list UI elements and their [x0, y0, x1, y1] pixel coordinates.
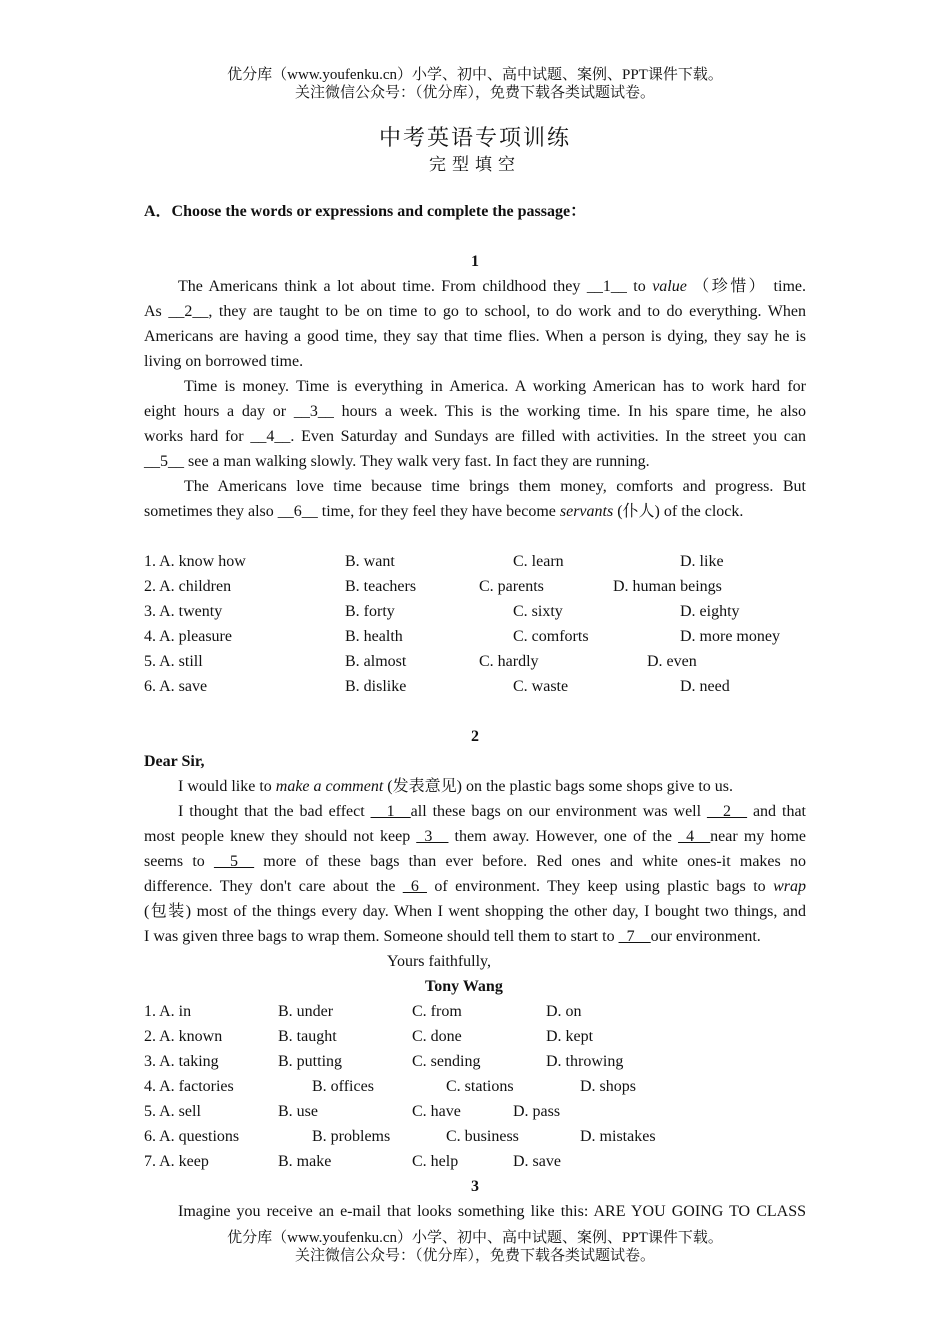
option-c: C. stations [446, 1078, 514, 1095]
blank-1: __1__ [370, 803, 411, 820]
option-d: D. human beings [613, 578, 722, 595]
option-a: 7. A. keep [144, 1153, 209, 1170]
option-a: 2. A. known [144, 1028, 223, 1045]
blank-7: _7__ [618, 928, 651, 945]
passage-1-line: The Americans love time because time brings them money, comforts and progress. But [184, 478, 806, 495]
option-a: 6. A. questions [144, 1128, 240, 1145]
option-a: 5. A. still [144, 653, 203, 670]
option-c: C. hardly [479, 653, 539, 670]
passage-3-number: 3 [471, 1178, 479, 1195]
option-d: D. on [546, 1003, 582, 1020]
option-a: 4. A. factories [144, 1078, 234, 1095]
option-b: B. taught [278, 1028, 337, 1045]
question-row [144, 574, 806, 599]
question-row [144, 1024, 806, 1049]
header-line-1: 优分库（www.youfenku.cn）小学、初中、高中试题、案例、PPT课件下载。 [227, 67, 723, 83]
option-c: C. sixty [513, 603, 563, 620]
option-c: C. waste [513, 678, 569, 695]
question-row [144, 549, 806, 574]
question-row [144, 999, 806, 1024]
question-row [144, 674, 806, 699]
footer-line-2: 关注微信公众号：（优分库），免费下载各类试题试卷。 [294, 1248, 655, 1264]
passage-1-line: sometimes they also __6__ time, for they feel they have become servants (仆人) of the clock. [144, 503, 744, 520]
page-subtitle: 完型填空 [429, 155, 521, 175]
question-row [144, 599, 806, 624]
option-a: 3. A. taking [144, 1053, 219, 1070]
option-c: C. from [412, 1003, 462, 1020]
question-row [144, 624, 806, 649]
option-d: D. save [513, 1153, 561, 1170]
letter-signature: Tony Wang [425, 978, 503, 995]
passage-2-line: I thought that the bad effect __1__all these bags on our environment was well __2__ and that [178, 803, 806, 820]
passage-1-line: __5__ see a man walking slowly. They walk very fast. In fact they are running. [144, 453, 650, 470]
option-a: 6. A. save [144, 678, 208, 695]
passage-1-line: Time is money. Time is everything in America. A working American has to work hard for [184, 378, 806, 395]
passage-2-line: I was given three bags to wrap them. Someone should tell them to start to _7__our environment. [144, 928, 761, 945]
blank-6: _6_ [402, 878, 427, 895]
letter-greeting: Dear Sir, [144, 753, 205, 770]
option-b: B. use [278, 1103, 318, 1120]
option-c: C. sending [412, 1053, 481, 1070]
option-d: D. eighty [680, 603, 740, 620]
option-b: B. offices [312, 1078, 374, 1095]
option-d: D. shops [580, 1078, 637, 1095]
option-d: D. even [647, 653, 697, 670]
blank-3: _3__ [416, 828, 449, 845]
page-title: 中考英语专项训练 [378, 126, 571, 151]
option-c: C. business [446, 1128, 519, 1145]
passage-3-line: Imagine you receive an e-mail that looks something like this: ARE YOU GOING TO CLASS [178, 1203, 806, 1220]
passage-2-line: most people knew they should not keep _3__ them away. However, one of the _4__near my home [144, 828, 807, 845]
passage-2-line: I would like to make a comment (发表意见) on the plastic bags some shops give to us. [178, 778, 734, 795]
option-d: D. pass [513, 1103, 561, 1120]
document-body [144, 199, 806, 1224]
question-row [144, 649, 806, 674]
option-d: D. mistakes [580, 1128, 656, 1145]
option-a: 1. A. know how [144, 553, 246, 570]
option-c: C. done [412, 1028, 462, 1045]
header-line-2: 关注微信公众号：（优分库），免费下载各类试题试卷。 [294, 85, 655, 101]
footer-line-1: 优分库（www.youfenku.cn）小学、初中、高中试题、案例、PPT课件下载。 [227, 1230, 723, 1246]
option-a: 2. A. children [144, 578, 232, 595]
passage-1-line: works hard for __4__. Even Saturday and Sundays are filled with activities. In the street you can [144, 428, 806, 445]
option-a: 5. A. sell [144, 1103, 201, 1120]
option-b: B. make [278, 1153, 332, 1170]
option-d: D. kept [546, 1028, 594, 1045]
option-b: B. almost [345, 653, 407, 670]
option-d: D. throwing [546, 1053, 624, 1070]
option-d: D. like [680, 553, 724, 570]
passage-2-line: difference. They don't care about the _6_ of environment. They keep using plastic bags to wrap [144, 878, 806, 895]
passage-1-line: The Americans think a lot about time. From childhood they __1__ to value （珍惜） time. [178, 278, 806, 295]
option-d: D. need [680, 678, 730, 695]
passage-1-number: 1 [471, 253, 479, 270]
passage-1-line: eight hours a day or __3__ hours a week. This is the working time. In his spare time, he also [144, 403, 806, 420]
question-row [144, 1049, 806, 1074]
option-c: C. learn [513, 553, 564, 570]
option-b: B. putting [278, 1053, 343, 1070]
passage-1-line: living on borrowed time. [144, 353, 304, 370]
option-a: 4. A. pleasure [144, 628, 232, 645]
option-b: B. dislike [345, 678, 407, 695]
option-c: C. have [412, 1103, 461, 1120]
passage-1-line: As __2__, they are taught to be on time to go to school, to do work and to do everything. When [144, 303, 806, 320]
question-row [144, 1124, 806, 1149]
question-row [144, 1074, 806, 1099]
option-d: D. more money [680, 628, 780, 645]
passage-2-line: seems to __5__ more of these bags than ever before. Red ones and white ones-it makes no [144, 853, 807, 870]
option-b: B. want [345, 553, 395, 570]
option-c: C. parents [479, 578, 544, 595]
passage-1-line: Americans are having a good time, they say that time flies. When a person is dying, they say he is [144, 328, 806, 345]
letter-closing: Yours faithfully, [387, 953, 492, 970]
passage-2-line: (包装) most of the things every day. When I went shopping the other day, I bought two things, and [144, 903, 806, 920]
option-a: 1. A. in [144, 1003, 192, 1020]
option-b: B. forty [345, 603, 395, 620]
blank-4: _4__ [678, 828, 711, 845]
question-row [144, 1099, 806, 1124]
passage-2-number: 2 [471, 728, 479, 745]
blank-2: __2__ [707, 803, 748, 820]
section-heading: A．Choose the words or expressions and complete the passage： [144, 203, 587, 220]
option-b: B. teachers [345, 578, 417, 595]
option-c: C. help [412, 1153, 459, 1170]
option-c: C. comforts [513, 628, 589, 645]
question-row [144, 1149, 806, 1174]
blank-5: __5__ [214, 853, 255, 870]
option-b: B. under [278, 1003, 334, 1020]
option-b: B. problems [312, 1128, 391, 1145]
option-a: 3. A. twenty [144, 603, 223, 620]
option-b: B. health [345, 628, 403, 645]
